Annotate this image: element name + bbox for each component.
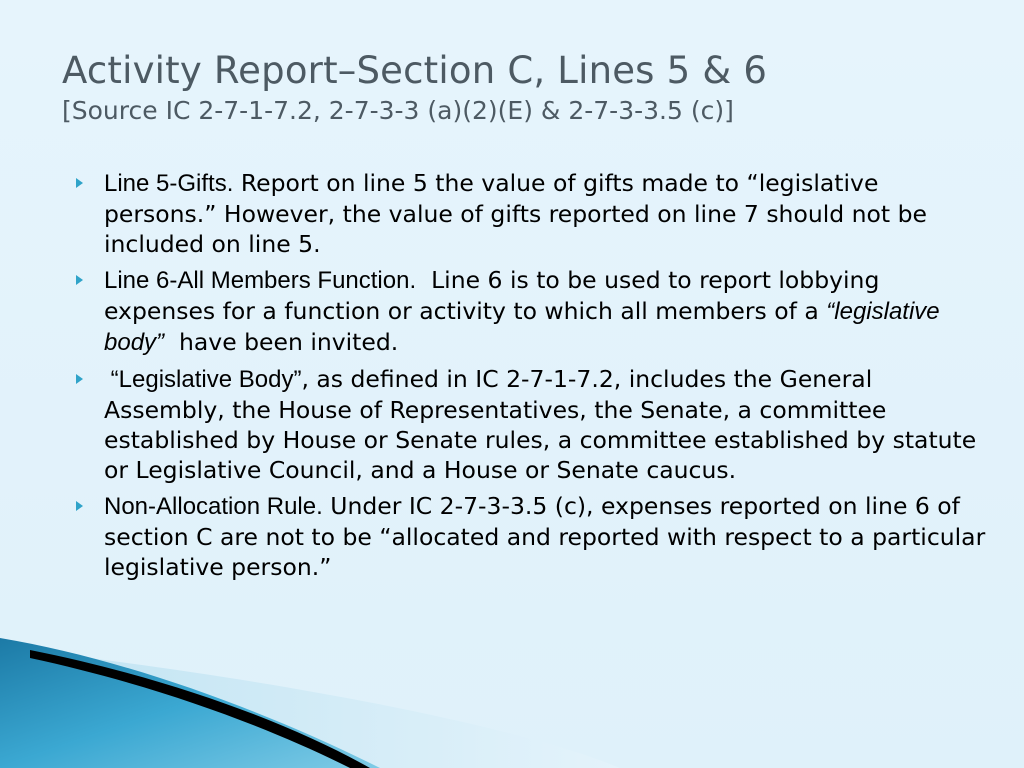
bullet-text-end: have been invited. <box>164 328 399 356</box>
triangle-right-icon <box>76 178 83 188</box>
bullet-legislative-body <box>72 364 992 485</box>
bullet-line-5-gifts <box>72 168 992 259</box>
triangle-right-icon <box>76 275 83 285</box>
title-main: Activity Report–Section C, Lines 5 & 6 <box>62 49 768 92</box>
bullet-lead: Non-Allocation Rule. <box>104 493 323 520</box>
bullet-italic: “legislative body” <box>104 298 940 356</box>
bullet-text: Report on line 5 the value of gifts made to “legislative persons.” However, the value of gifts reported on line 7 should not be included on line 5. <box>104 169 927 258</box>
bullet-text: Line 6 is to be used to report lobbying expenses for a function or activity to which all members of a <box>104 266 887 325</box>
slide-title <box>62 48 1002 128</box>
bullet-non-allocation-rule <box>72 491 992 582</box>
triangle-right-icon <box>76 501 83 511</box>
decorative-swoosh <box>0 628 1024 768</box>
bullet-list <box>72 168 992 588</box>
bullet-lead: Line 6-All Members Function. <box>104 267 417 294</box>
bullet-lead: “Legislative Body” <box>104 366 302 393</box>
bullet-text: , as defined in IC 2-7-1-7.2, includes the General Assembly, the House of Representatives, the Senate, a committee established by House or Senate rules, a committee established by statute or Legislative Council, and a House or Senate caucus. <box>104 365 977 484</box>
bullet-text: Under IC 2-7-3-3.5 (c), expenses reported on line 6 of section C are not to be “allocated and reported with respect to a particular legislative person.” <box>104 492 986 581</box>
triangle-right-icon <box>76 374 83 384</box>
bullet-lead: Line 5-Gifts. <box>104 170 234 197</box>
bullet-line-6-all-members <box>72 265 992 358</box>
title-source: [Source IC 2-7-1-7.2, 2-7-3-3 (a)(2)(E) & 2-7-3-3.5 (c)] <box>62 96 734 125</box>
